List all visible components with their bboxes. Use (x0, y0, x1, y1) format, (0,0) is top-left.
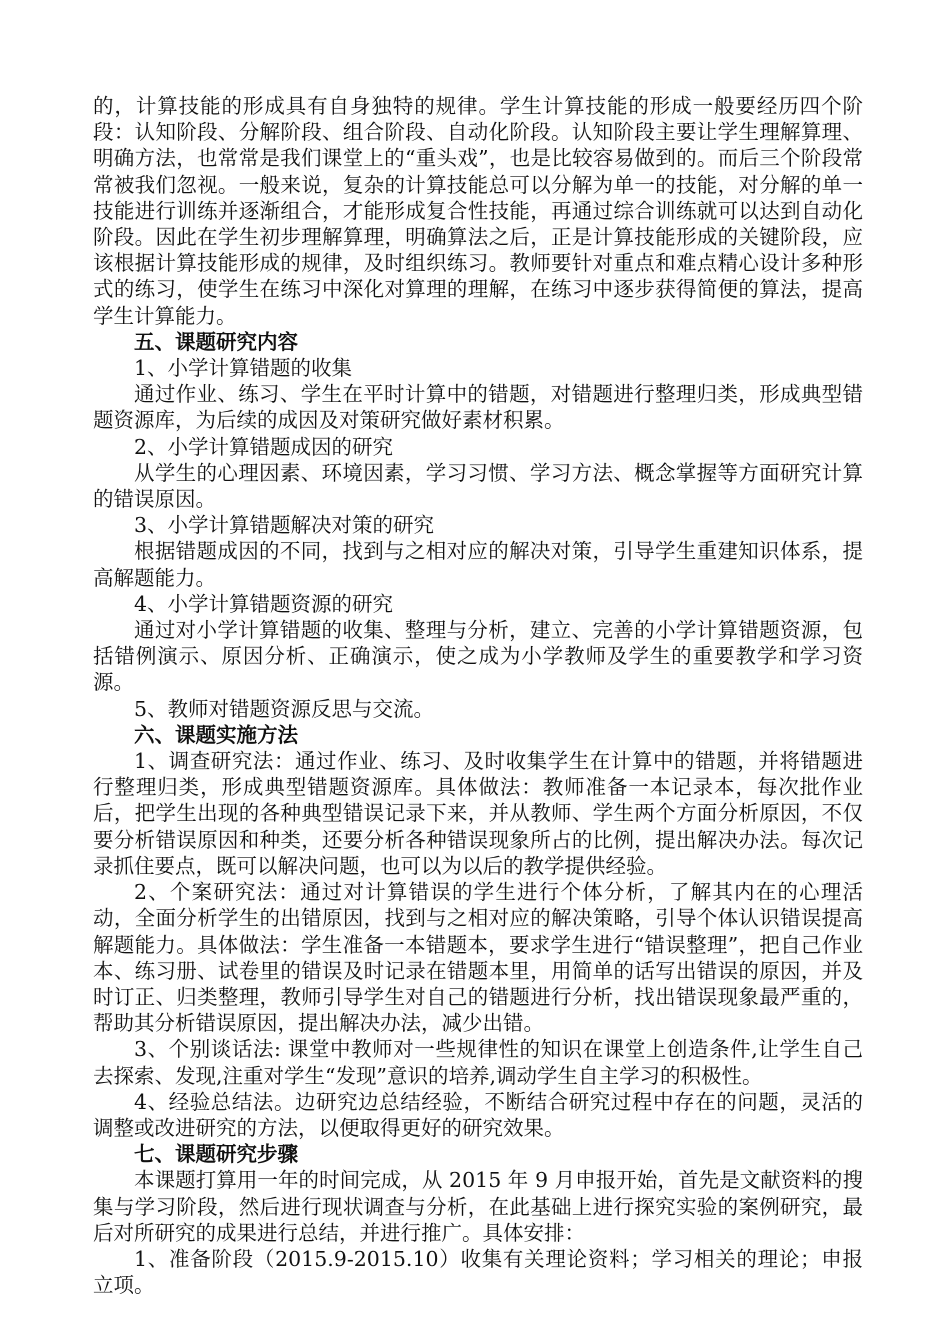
subsection-title: 2、小学计算错题成因的研究 (134, 434, 394, 459)
subsection-title: 4、小学计算错题资源的研究 (134, 591, 394, 616)
paragraph: 的，计算技能的形成具有自身独特的规律。学生计算技能的形成一般要经历四个阶段：认知阶段、分解阶段、组合阶段、自动化阶段。认知阶段主要让学生理解算理、明确方法，也常常是我们课堂上的“重头戏”，也是比较容易做到的。而后三个阶段常常被我们忽视。一般来说，复杂的计算技能总可以分解为单一的技能，对分解的单一技能进行训练并逐渐组合，才能形成复合性技能，再通过综合训练就可以达到自动化阶段。因此在学生初步理解算理，明确算法之后，正是计算技能形成的关键阶段，应该根据计算技能形成的规律，及时组织练习。教师要针对重点和难点精心设计多种形式的练习，使学生在练习中深化对算理的理解，在练习中逐步获得简便的算法，提高学生计算能力。 (93, 94, 863, 328)
subsection-title: 5、教师对错题资源反思与交流。 (134, 696, 435, 721)
paragraph: 通过作业、练习、学生在平时计算中的错题，对错题进行整理归类，形成典型错题资源库，为后续的成因及对策研究做好素材积累。 (93, 382, 863, 433)
subsection-title: 3、小学计算错题解决对策的研究 (134, 513, 435, 538)
section-heading: 六、课题实施方法 (134, 722, 298, 747)
paragraph: 3、个别谈话法: 课堂中教师对一些规律性的知识在课堂上创造条件,让学生自己去探索、发现,注重对学生“发现”意识的培养,调动学生自主学习的积极性。 (93, 1037, 863, 1088)
paragraph: 根据错题成因的不同，找到与之相对应的解决对策，引导学生重建知识体系，提高解题能力。 (93, 539, 863, 590)
section-heading: 七、课题研究步骤 (134, 1142, 298, 1167)
paragraph: 1、准备阶段（2015.9-2015.10）收集有关理论资料；学习相关的理论；申报立项。 (93, 1246, 863, 1298)
paragraph: 从学生的心理因素、环境因素，学习习惯、学习方法、概念掌握等方面研究计算的错误原因。 (93, 460, 863, 512)
paragraph: 通过对小学计算错题的收集、整理与分析，建立、完善的小学计算错题资源，包括错例演示、原因分析、正确演示，使之成为小学教师及学生的重要教学和学习资源。 (93, 618, 863, 695)
document-page (93, 93, 863, 1298)
subsection-title: 1、小学计算错题的收集 (134, 356, 353, 381)
paragraph: 2、个案研究法：通过对计算错误的学生进行个体分析，了解其内在的心理活动，全面分析学生的出错原因，找到与之相对应的解决策略，引导个体认识错误提高解题能力。具体做法：学生准备一本错题本，要求学生进行“错误整理”，把自己作业本、练习册、试卷里的错误及时记录在错题本里，用简单的话写出错误的原因，并及时订正、归类整理，教师引导学生对自己的错题进行分析，找出错误现象最严重的，帮助其分析错误原因，提出解决办法，减少出错。 (93, 880, 863, 1036)
paragraph: 4、经验总结法。边研究边总结经验，不断结合研究过程中存在的问题，灵活的调整或改进研究的方法，以便取得更好的研究效果。 (93, 1089, 863, 1140)
section-heading: 五、课题研究内容 (134, 329, 298, 354)
paragraph: 本课题打算用一年的时间完成，从 2015 年 9 月申报开始，首先是文献资料的搜集与学习阶段，然后进行现状调查与分析，在此基础上进行探究实验的案例研究，最后对所研究的成果进行总结，并进行推广。具体安排： (93, 1168, 863, 1245)
paragraph: 1、调查研究法：通过作业、练习、及时收集学生在计算中的错题，并将错题进行整理归类，形成典型错题资源库。具体做法：教师准备一本记录本，每次批作业后，把学生出现的各种典型错误记录下来，并从教师、学生两个方面分析原因，不仅要分析错误原因和种类，还要分析各种错误现象所占的比例，提出解决办法。每次记录抓住要点，既可以解决问题，也可以为以后的教学提供经验。 (93, 749, 863, 878)
